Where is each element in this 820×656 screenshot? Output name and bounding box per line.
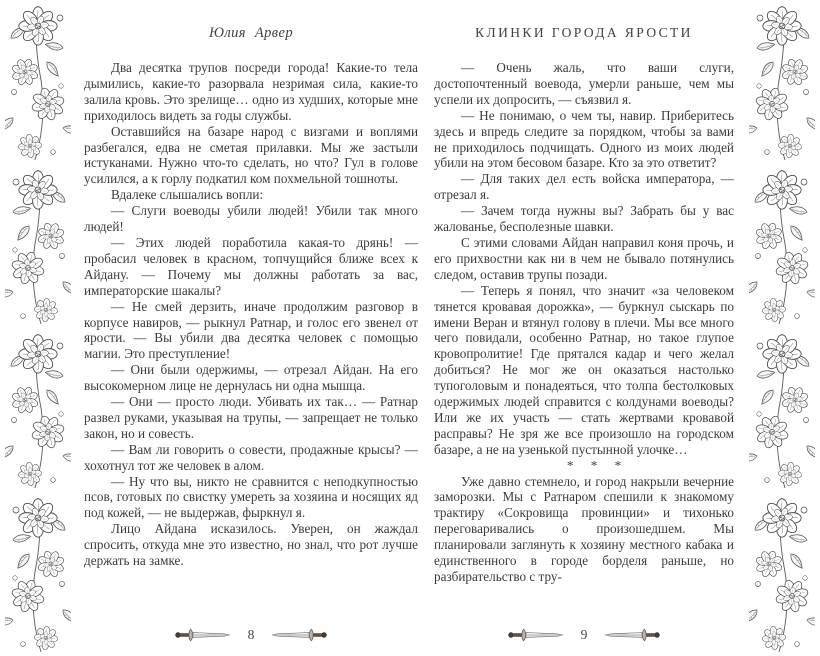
paragraph: — Не понимаю, о чем ты, навир. Приберитесь здесь и впредь следите за порядком, чтобы за вами не приходилось подчищать. Одного из моих людей убили на этом бесовом базаре. Кто за это ответит? (434, 107, 734, 171)
paragraph: — Они — просто люди. Убивать их так… — Ратнар развел руками, указывая на трупы, — запрещает не только закон, но и совесть. (84, 394, 418, 441)
page-number: 9 (580, 627, 588, 642)
paragraph: Два десятка трупов посреди города! Какие-то тела дымились, какие-то разорвала незримая сила, какие-то залила кровь. Это зрелище… одно из худших, которые мне приходилось видеть за годы службы. (84, 60, 418, 123)
dagger-icon (175, 628, 231, 642)
page-right (434, 0, 734, 656)
running-head-author: Юлия Арвер (209, 25, 293, 41)
paragraph: — Слуги воеводы убили людей! Убили так много людей! (84, 203, 418, 235)
scene-separator: * * * (566, 457, 629, 473)
paragraph: — Вам ли говорить о совести, продажные крысы? — хохотнул тот же человек в алом. (84, 441, 418, 473)
paragraph: С этими словами Айдан направил коня прочь, и его прихвостни как ни в чем не бывало потянулись следом, оставив трупы позади. (434, 234, 734, 282)
paragraph: — Этих людей поработила какая-то дрянь! — пробасил человек в красном, топчущийся ближе всех к Айдану. — Почему мы должны работать за вас, императорские шакалы? (84, 234, 418, 298)
paragraph: — Не смей дерзить, иначе продолжим разговор в корпусе навиров, — рыкнул Ратнар, и голос его звенел от ярости. — Вы убили два десятка человек с помощью магии. Это преступление! (84, 298, 418, 362)
paragraph: — Ну что вы, никто не сравнится с неподкупностью псов, готовых по свистку умереть за хозяина и носящих яд под кожей, — не выдержав, фыркнул я. (84, 473, 418, 521)
floral-garland-left-icon (5, 0, 71, 656)
paragraph: Оставшийся на базаре народ с визгами и воплями разбегался, едва не сметая прилавки. Мы же застыли истуканами. Нужно что-то сделать, но что? Гул в голове усилился, а к горлу подкатил ком похмельной тошноты. (84, 123, 418, 187)
page-left-footer (84, 627, 418, 643)
paragraph: Уже давно стемнело, и город накрыли вечерние заморозки. Мы с Ратнаром спешили к знакомому трактиру «Сокровища провинции» и тихонько переговаривались о произошедшем. Мы планировали заглянуть к хозяину местного кабака и единственного в городе борделя раньше, но разбирательство с тру- (434, 473, 734, 584)
page-number: 8 (247, 627, 255, 642)
paragraph: — Они были одержимы, — отрезал Айдан. На его высокомерном лице не дернулась ни одна мышца. (84, 362, 418, 394)
page-right-body (434, 60, 734, 585)
page-left (84, 0, 418, 656)
paragraph: Вдалеке слышались вопли: (111, 187, 264, 203)
dagger-icon (508, 628, 564, 642)
floral-garland-right-icon (749, 0, 815, 656)
paragraph: — Для таких дел есть войска императора, — отрезал я. (434, 171, 734, 203)
paragraph: — Зачем тогда нужны вы? Забрать бы у вас жалованье, бесполезные шавки. (434, 203, 734, 235)
page-right-footer (434, 627, 734, 643)
paragraph: Лицо Айдана исказилось. Уверен, он жаждал спросить, откуда мне это известно, но знал, что рот лучше держать на замке. (84, 521, 418, 569)
dagger-icon (604, 628, 660, 642)
paragraph: — Теперь я понял, что значит «за человеком тянется кровавая дорожка», — буркнул сыскарь по имени Веран и втянул голову в плечи. Мы все много чего повидали, особенно Ратнар, но такое глупое кровопролитие! Где прятался кадар и чего желал добиться? Не мог же он оказаться настолько тупоголовым и понадеяться, что толпа бестолковых одержимых людей справится с колдунами воеводы? Или же их участь — стать жертвами кровавой расправы? Не зря же все произошло на городском базаре, а не на узенькой пустынной улочке… (434, 282, 734, 457)
page-left-body (84, 60, 418, 569)
running-head-book-title: КЛИНКИ ГОРОДА ЯРОСТИ (475, 25, 693, 40)
dagger-icon (271, 628, 327, 642)
paragraph: — Очень жаль, что ваши слуги, достопочтенный воевода, умерли раньше, чем мы успели их допросить, — съязвил я. (434, 60, 734, 107)
